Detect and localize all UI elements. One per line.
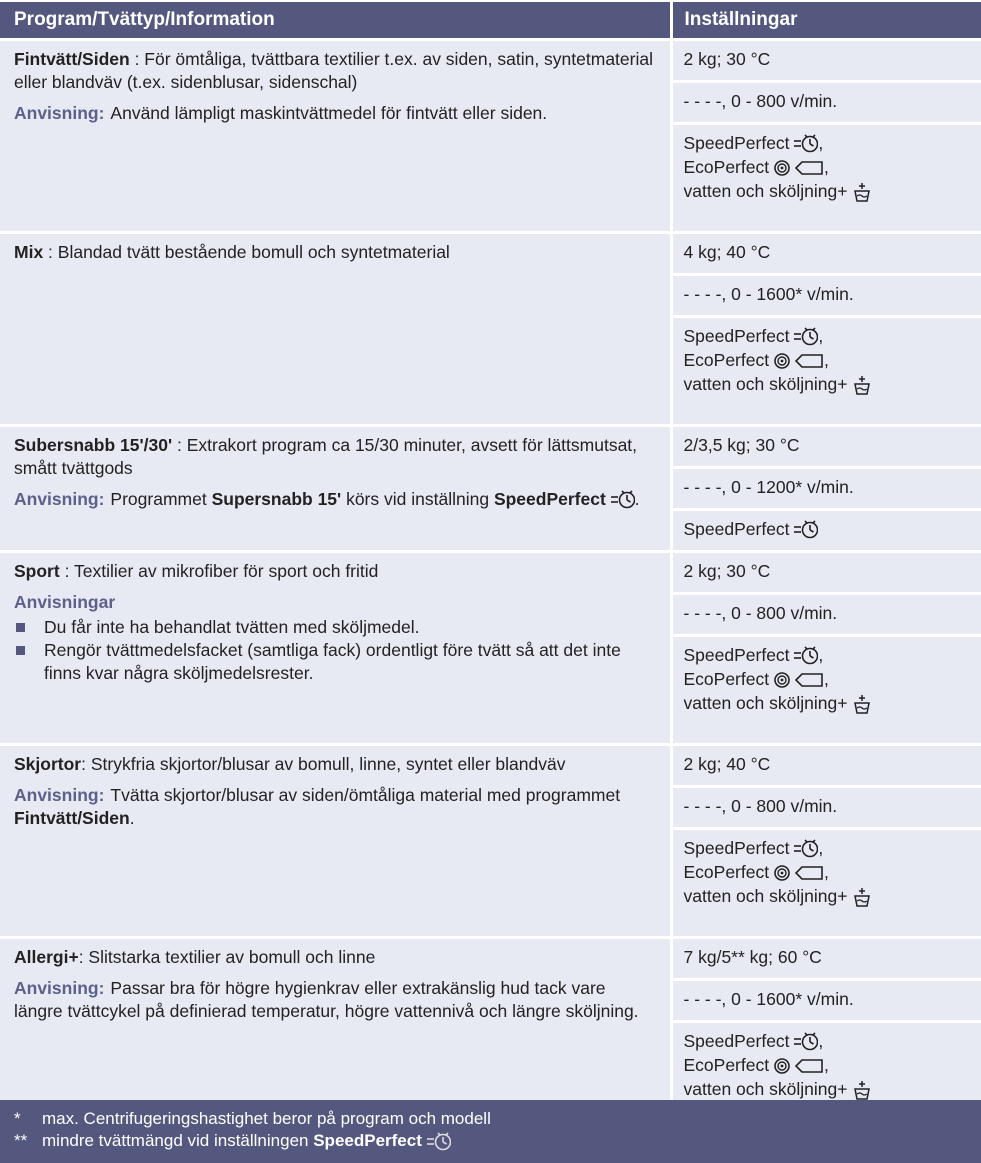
footnotes — [0, 1100, 981, 1163]
program-desc-text: Strykfria skjortor/blusar av bomull, linne, syntet eller blandväv — [90, 754, 566, 774]
program-desc-text: Extrakort program ca 15/30 minuter, avsett för lättsmutsat, smått tvättgods — [14, 435, 638, 478]
spin-speed: - - - -, 0 - 1600* v/min. — [673, 978, 981, 1020]
options: SpeedPerfect , EcoPerfect , vatten och sköljning+ — [673, 1020, 981, 1129]
program-desc-text: Textilier av mikrofiber för sport och fritid — [73, 561, 379, 581]
option-speedperfect: SpeedPerfect — [683, 645, 790, 665]
bullet-square-icon — [16, 646, 25, 655]
option-water-rinse: vatten och sköljning+ — [683, 1079, 848, 1099]
load-temp: 2 kg; 30 °C — [673, 41, 981, 80]
speedperfect-clock-icon — [794, 646, 818, 666]
note-text: Använd lämpligt maskintvättmedel för fintvätt eller siden. — [110, 103, 548, 123]
notes-heading: Anvisningar — [14, 592, 116, 612]
settings-cell — [671, 745, 981, 938]
footnote-marker: ** — [14, 1131, 28, 1150]
spin-speed: - - - -, 0 - 800 v/min. — [673, 592, 981, 634]
note-text: Passar bra för högre hygienkrav eller extrakänslig hud tack vare längre tvättcykel på definierad temperatur, högre vattennivå och längre sköljning. — [14, 978, 639, 1021]
note-label: Anvisning: — [14, 489, 105, 509]
option-water-rinse: vatten och sköljning+ — [683, 374, 848, 394]
option-speedperfect: SpeedPerfect — [683, 838, 790, 858]
program-name: Mix — [14, 242, 44, 262]
separator: : — [129, 49, 145, 69]
option-ecoperfect: EcoPerfect — [683, 157, 770, 177]
program-description — [0, 552, 671, 745]
speedperfect-clock-icon — [794, 327, 818, 347]
option-water-rinse: vatten och sköljning+ — [683, 693, 848, 713]
ecoperfect-spiral-icon — [774, 351, 824, 371]
header-program: Program/Tvättyp/Information — [0, 2, 671, 40]
table-row — [0, 426, 981, 552]
program-description — [0, 40, 671, 233]
option-ecoperfect: EcoPerfect — [683, 350, 770, 370]
table-row — [0, 233, 981, 426]
speedperfect-clock-icon — [427, 1132, 451, 1152]
speedperfect-clock-icon — [794, 134, 818, 154]
option-water-rinse: vatten och sköljning+ — [683, 886, 848, 906]
option-ecoperfect: EcoPerfect — [683, 669, 770, 689]
table-row — [0, 40, 981, 233]
note-text: . — [129, 808, 135, 828]
bullet-text: Du får inte ha behandlat tvätten med sköljmedel. — [44, 617, 420, 637]
program-description: Subersnabb 15'/30' : Extrakort program ca 15/30 minuter, avsett för lättsmutsat, smått tvättgods Anvisning: Programmet Supersnabb 15' körs vid inställning SpeedPerfect . — [0, 426, 671, 552]
separator: : — [81, 754, 91, 774]
water-rinse-plus-icon — [852, 182, 872, 202]
table-row — [0, 745, 981, 938]
option-speedperfect: SpeedPerfect — [683, 519, 790, 539]
note-label: Anvisning: — [14, 103, 105, 123]
footnote-marker: * — [14, 1109, 21, 1128]
option-speedperfect: SpeedPerfect — [683, 1031, 790, 1051]
note-program-ref: Fintvätt/Siden — [14, 808, 130, 828]
note-text: Programmet — [110, 489, 207, 509]
list-item — [14, 639, 656, 685]
bullet-square-icon — [16, 623, 25, 632]
spin-speed: - - - -, 0 - 1200* v/min. — [673, 466, 981, 508]
list-item — [14, 616, 656, 639]
footnote-1 — [14, 1109, 491, 1129]
spin-speed: - - - -, 0 - 800 v/min. — [673, 80, 981, 122]
program-desc-text: För ömtåliga, tvättbara textilier t.ex. av siden, satin, syntetmaterial eller blandväv (t.ex. sidenblusar, sidenschal) — [14, 49, 653, 92]
note-text: Tvätta skjortor/blusar av siden/ömtåliga material med programmet — [110, 785, 621, 805]
note-program-ref: Supersnabb 15' — [211, 489, 342, 509]
program-desc-text: Blandad tvätt bestående bomull och syntetmaterial — [57, 242, 450, 262]
separator: : — [172, 435, 187, 455]
program-name: Skjortor — [14, 754, 82, 774]
settings-cell — [671, 552, 981, 745]
options: SpeedPerfect , EcoPerfect , vatten och sköljning+ — [673, 315, 981, 424]
load-temp: 4 kg; 40 °C — [673, 234, 981, 273]
footnote-text: max. Centrifugeringshastighet beror på program och modell — [42, 1109, 491, 1128]
option-ecoperfect: EcoPerfect — [683, 862, 770, 882]
ecoperfect-spiral-icon — [774, 1056, 824, 1076]
header-settings: Inställningar — [671, 2, 981, 40]
load-temp: 2 kg; 30 °C — [673, 553, 981, 592]
water-rinse-plus-icon — [852, 694, 872, 714]
options: SpeedPerfect , EcoPerfect , vatten och sköljning+ — [673, 634, 981, 743]
note-label: Anvisning: — [14, 978, 105, 998]
program-name: Fintvätt/Siden — [14, 49, 130, 69]
speedperfect-clock-icon — [794, 520, 818, 540]
spin-speed: - - - -, 0 - 1600* v/min. — [673, 273, 981, 315]
spin-speed: - - - -, 0 - 800 v/min. — [673, 785, 981, 827]
load-temp: 2/3,5 kg; 30 °C — [673, 427, 981, 466]
footnote-text: mindre tvättmängd vid inställningen — [42, 1131, 309, 1150]
options — [673, 508, 981, 550]
ecoperfect-spiral-icon — [774, 158, 824, 178]
option-water-rinse: vatten och sköljning+ — [683, 181, 848, 201]
option-speedperfect: SpeedPerfect — [683, 326, 790, 346]
note-label: Anvisning: — [14, 785, 105, 805]
program-name: Allergi+ — [14, 947, 79, 967]
separator: : — [78, 947, 89, 967]
program-description — [0, 233, 671, 426]
water-rinse-plus-icon — [852, 375, 872, 395]
settings-cell — [671, 426, 981, 552]
footnote-2 — [14, 1131, 451, 1152]
note-text: körs vid inställning — [346, 489, 490, 509]
speedperfect-clock-icon — [794, 839, 818, 859]
bullet-text: Rengör tvättmedelsfacket (samtliga fack) ordentligt före tvätt så att det inte finns kvar några sköljmedelsrester. — [44, 640, 621, 683]
program-description — [0, 745, 671, 938]
option-speedperfect: SpeedPerfect — [683, 133, 790, 153]
program-name: Sport — [14, 561, 60, 581]
load-temp: 7 kg/5** kg; 60 °C — [673, 939, 981, 978]
options: SpeedPerfect , EcoPerfect , vatten och sköljning+ — [673, 122, 981, 231]
footnote-option-ref: SpeedPerfect — [313, 1131, 422, 1150]
water-rinse-plus-icon — [852, 1080, 872, 1100]
speedperfect-clock-icon — [611, 490, 635, 510]
notes-list — [14, 616, 656, 685]
table-header-row — [0, 2, 981, 40]
program-table — [0, 2, 981, 1129]
program-desc-text: Slitstarka textilier av bomull och linne — [88, 947, 376, 967]
note-option-ref: SpeedPerfect — [493, 489, 606, 509]
water-rinse-plus-icon — [852, 887, 872, 907]
ecoperfect-spiral-icon — [774, 863, 824, 883]
speedperfect-clock-icon — [794, 1032, 818, 1052]
load-temp: 2 kg; 40 °C — [673, 746, 981, 785]
program-name: Subersnabb 15'/30' — [14, 435, 173, 455]
option-ecoperfect: EcoPerfect — [683, 1055, 770, 1075]
ecoperfect-spiral-icon — [774, 670, 824, 690]
separator: : — [43, 242, 58, 262]
settings-cell — [671, 40, 981, 233]
settings-cell — [671, 233, 981, 426]
options: SpeedPerfect , EcoPerfect , vatten och sköljning+ — [673, 827, 981, 936]
separator: : — [59, 561, 74, 581]
table-row — [0, 552, 981, 745]
